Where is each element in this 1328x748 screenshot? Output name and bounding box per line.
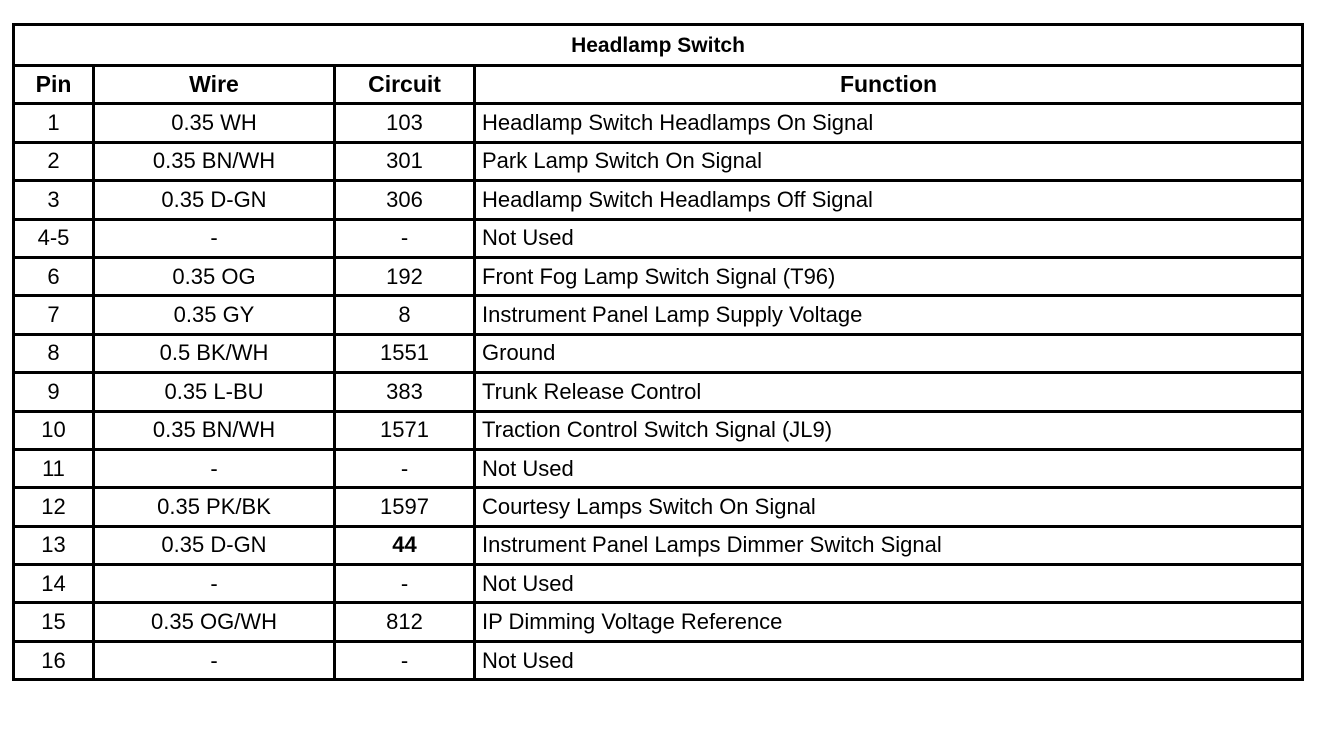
- pin-cell: 2: [14, 142, 94, 180]
- table-row: [14, 488, 1303, 526]
- pin-cell: 1: [14, 104, 94, 142]
- wire-cell: -: [94, 565, 335, 603]
- circuit-cell: 306: [335, 181, 475, 219]
- wire-cell: 0.35 D-GN: [94, 181, 335, 219]
- circuit-cell: -: [335, 219, 475, 257]
- circuit-cell: 103: [335, 104, 475, 142]
- pin-cell: 11: [14, 449, 94, 487]
- wire-cell: 0.35 WH: [94, 104, 335, 142]
- wire-cell: -: [94, 641, 335, 679]
- pin-cell: 13: [14, 526, 94, 564]
- circuit-cell: 812: [335, 603, 475, 641]
- table-header-row: [14, 66, 1303, 104]
- function-cell: Ground: [475, 334, 1303, 372]
- column-header-circuit: Circuit: [335, 66, 475, 104]
- table-row: [14, 565, 1303, 603]
- table-row: [14, 104, 1303, 142]
- table-row: [14, 526, 1303, 564]
- pin-cell: 6: [14, 257, 94, 295]
- function-cell: Headlamp Switch Headlamps Off Signal: [475, 181, 1303, 219]
- pin-cell: 14: [14, 565, 94, 603]
- function-cell: Headlamp Switch Headlamps On Signal: [475, 104, 1303, 142]
- pin-cell: 16: [14, 641, 94, 679]
- function-cell: Courtesy Lamps Switch On Signal: [475, 488, 1303, 526]
- circuit-cell: 1571: [335, 411, 475, 449]
- wire-cell: 0.35 OG/WH: [94, 603, 335, 641]
- pin-cell: 8: [14, 334, 94, 372]
- function-cell: Not Used: [475, 219, 1303, 257]
- wire-cell: 0.35 PK/BK: [94, 488, 335, 526]
- table-row: [14, 181, 1303, 219]
- pin-cell: 10: [14, 411, 94, 449]
- circuit-cell: -: [335, 565, 475, 603]
- wire-cell: -: [94, 449, 335, 487]
- function-cell: IP Dimming Voltage Reference: [475, 603, 1303, 641]
- column-header-wire: Wire: [94, 66, 335, 104]
- column-header-pin: Pin: [14, 66, 94, 104]
- table-row: [14, 142, 1303, 180]
- function-cell: Instrument Panel Lamps Dimmer Switch Signal: [475, 526, 1303, 564]
- circuit-cell: 44: [335, 526, 475, 564]
- function-cell: Trunk Release Control: [475, 373, 1303, 411]
- pin-cell: 9: [14, 373, 94, 411]
- table-title: Headlamp Switch: [14, 25, 1303, 66]
- table-row: [14, 296, 1303, 334]
- table-row: [14, 373, 1303, 411]
- table-row: [14, 603, 1303, 641]
- pin-cell: 12: [14, 488, 94, 526]
- circuit-cell: 192: [335, 257, 475, 295]
- circuit-cell: -: [335, 641, 475, 679]
- wire-cell: 0.35 OG: [94, 257, 335, 295]
- circuit-cell: 301: [335, 142, 475, 180]
- function-cell: Instrument Panel Lamp Supply Voltage: [475, 296, 1303, 334]
- wire-cell: 0.35 GY: [94, 296, 335, 334]
- function-cell: Park Lamp Switch On Signal: [475, 142, 1303, 180]
- table-row: [14, 449, 1303, 487]
- table-title-row: [14, 25, 1303, 66]
- circuit-cell: 1551: [335, 334, 475, 372]
- wire-cell: -: [94, 219, 335, 257]
- table-row: [14, 257, 1303, 295]
- pin-cell: 7: [14, 296, 94, 334]
- function-cell: Traction Control Switch Signal (JL9): [475, 411, 1303, 449]
- table-row: [14, 334, 1303, 372]
- function-cell: Not Used: [475, 641, 1303, 679]
- pin-cell: 4-5: [14, 219, 94, 257]
- function-cell: Not Used: [475, 565, 1303, 603]
- circuit-cell: -: [335, 449, 475, 487]
- wire-cell: 0.35 L-BU: [94, 373, 335, 411]
- column-header-function: Function: [475, 66, 1303, 104]
- headlamp-switch-pinout-table: [12, 23, 1304, 681]
- function-cell: Front Fog Lamp Switch Signal (T96): [475, 257, 1303, 295]
- table-row: [14, 411, 1303, 449]
- wire-cell: 0.35 BN/WH: [94, 411, 335, 449]
- circuit-cell: 1597: [335, 488, 475, 526]
- table-row: [14, 641, 1303, 679]
- circuit-cell: 8: [335, 296, 475, 334]
- wire-cell: 0.5 BK/WH: [94, 334, 335, 372]
- function-cell: Not Used: [475, 449, 1303, 487]
- circuit-cell: 383: [335, 373, 475, 411]
- wire-cell: 0.35 BN/WH: [94, 142, 335, 180]
- wire-cell: 0.35 D-GN: [94, 526, 335, 564]
- pin-cell: 3: [14, 181, 94, 219]
- table-row: [14, 219, 1303, 257]
- pin-cell: 15: [14, 603, 94, 641]
